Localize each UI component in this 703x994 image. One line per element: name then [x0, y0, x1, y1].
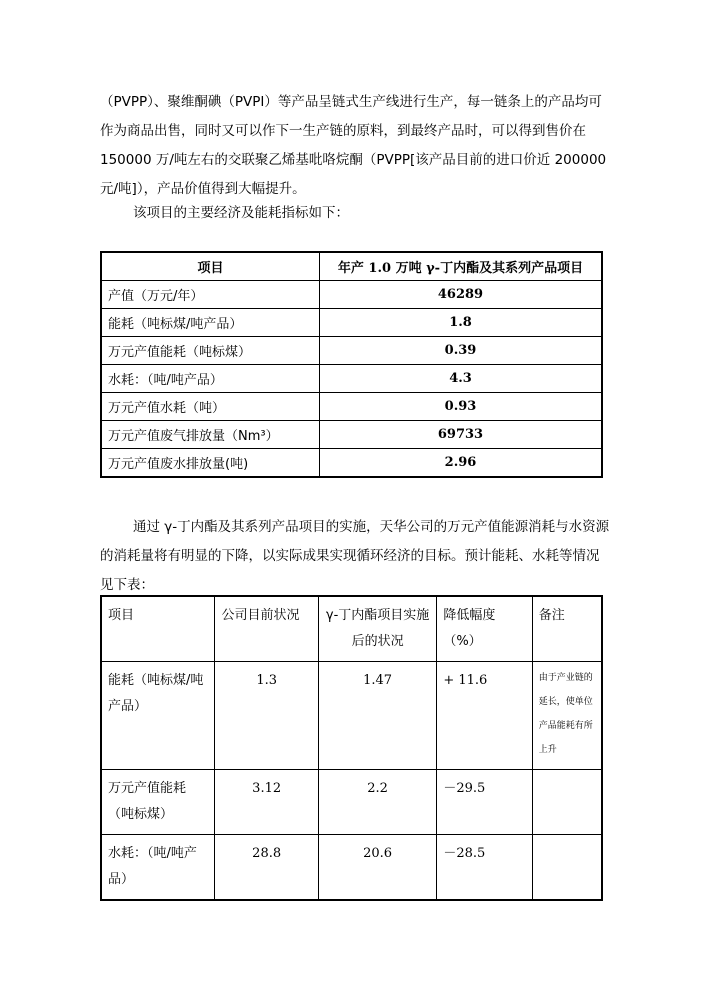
- table-header-row: [101, 596, 602, 662]
- table-row: [101, 309, 602, 337]
- table-header-item: 项目: [101, 252, 320, 281]
- col-header-change: 降低幅度（%）: [437, 596, 532, 662]
- row-label: 能耗（吨标煤/吨产品）: [101, 309, 320, 337]
- row-change: －28.5: [437, 835, 532, 901]
- row-note: [532, 835, 602, 901]
- row-item: 能耗（吨标煤/吨产品）: [101, 662, 215, 770]
- indicators-table: [100, 251, 603, 478]
- table-row: [101, 662, 602, 770]
- col-header-current: 公司目前状况: [215, 596, 318, 662]
- table-row: [101, 770, 602, 835]
- row-label: 万元产值能耗（吨标煤）: [101, 337, 320, 365]
- row-note: 由于产业链的延长，使单位产品能耗有所上升: [532, 662, 602, 770]
- row-value: 0.93: [320, 393, 603, 421]
- row-note: [532, 770, 602, 835]
- row-current: 1.3: [215, 662, 318, 770]
- table-header-project: 年产 1.0 万吨 γ-丁内酯及其系列产品项目: [320, 252, 603, 281]
- row-value: 4.3: [320, 365, 603, 393]
- row-label: 水耗：（吨/吨产品）: [101, 365, 320, 393]
- col-header-item: 项目: [101, 596, 215, 662]
- table-row: [101, 835, 602, 901]
- row-label: 万元产值水耗（吨）: [101, 393, 320, 421]
- row-change: －29.5: [437, 770, 532, 835]
- table-row: [101, 281, 602, 309]
- row-after: 20.6: [318, 835, 436, 901]
- table-row: [101, 421, 602, 449]
- table-row: [101, 365, 602, 393]
- row-value: 0.39: [320, 337, 603, 365]
- row-value: 2.96: [320, 449, 603, 478]
- row-label: 万元产值废水排放量(吨): [101, 449, 320, 478]
- row-item: 水耗：（吨/吨产品）: [101, 835, 215, 901]
- row-value: 1.8: [320, 309, 603, 337]
- row-after: 2.2: [318, 770, 436, 835]
- col-header-after: γ-丁内酯项目实施后的状况: [318, 596, 436, 662]
- row-value: 46289: [320, 281, 603, 309]
- table-header-row: [101, 252, 602, 281]
- indicators-intro: 该项目的主要经济及能耗指标如下：: [133, 205, 349, 221]
- row-label: 产值（万元/年）: [101, 281, 320, 309]
- row-item: 万元产值能耗（吨标煤）: [101, 770, 215, 835]
- table-row: [101, 337, 602, 365]
- table-row: [101, 449, 602, 478]
- row-value: 69733: [320, 421, 603, 449]
- intro-paragraph: （PVPP）、聚维酮碘（PVPI）等产品呈链式生产线进行生产，每一链条上的产品均可作为商品出售，同时又可以作下一生产链的原料，到最终产品时，可以得到售价在 150000 万/吨左右的交联聚乙烯基吡咯烷酮（PVPP[该产品目前的进口价近 200000 元/吨]），产品价值得到大幅提升。: [100, 94, 607, 197]
- row-label: 万元产值废气排放量（Nm³）: [101, 421, 320, 449]
- comparison-table: [100, 595, 603, 901]
- table-row: [101, 393, 602, 421]
- row-change: + 11.6: [437, 662, 532, 770]
- row-current: 3.12: [215, 770, 318, 835]
- comparison-intro: 通过 γ-丁内酯及其系列产品项目的实施，天华公司的万元产值能源消耗与水资源的消耗量将有明显的下降，以实际成果实现循环经济的目标。预计能耗、水耗等情况见下表：: [100, 519, 610, 593]
- col-header-note: 备注: [532, 596, 602, 662]
- row-after: 1.47: [318, 662, 436, 770]
- row-current: 28.8: [215, 835, 318, 901]
